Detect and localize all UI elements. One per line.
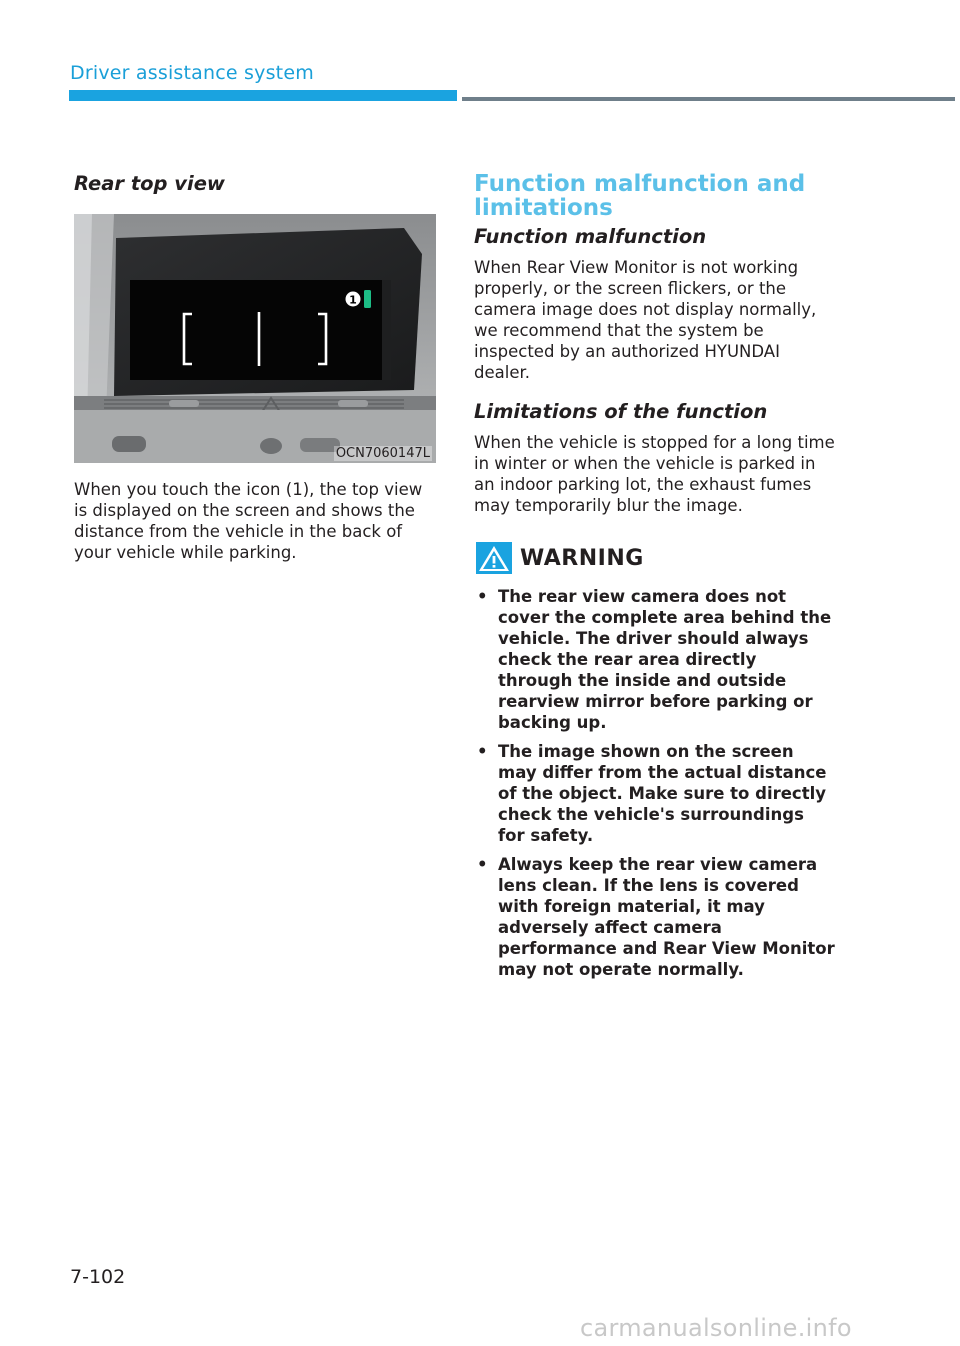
warning-list xyxy=(474,586,836,980)
rear-top-view-heading: Rear top view xyxy=(74,172,225,195)
bullet-icon: • xyxy=(477,742,488,761)
warning-item-text: The rear view camera does not cover the complete area behind the vehicle. The driver should always check the rear area directly through the inside and outside rearview mirror before parking or backing up. xyxy=(498,587,832,732)
svg-text:1: 1 xyxy=(349,293,357,307)
right-column xyxy=(474,172,836,988)
dashboard-illustration xyxy=(74,214,436,463)
warning-title: WARNING xyxy=(520,545,644,571)
warning-item-text: The image shown on the screen may differ from the actual distance of the object. Make sure to directly check the vehicle's surroundings for safety. xyxy=(498,742,827,845)
warning-item xyxy=(474,586,836,733)
warning-header xyxy=(476,542,836,574)
malfunction-heading: Function malfunction xyxy=(474,225,707,248)
watermark: carmanualsonline.info xyxy=(580,1314,852,1342)
warning-item-text: Always keep the rear view camera lens clean. If the lens is covered with foreign material, it may adversely affect camera performance and Rear View Monitor may not operate normally. xyxy=(498,855,835,979)
running-header: Driver assistance system xyxy=(70,62,314,84)
limitations-text: When the vehicle is stopped for a long time in winter or when the vehicle is parked in an indoor parking lot, the exhaust fumes may temporarily blur the image. xyxy=(474,433,835,515)
malfunction-text: When Rear View Monitor is not working properly, or the screen flickers, or the camera image does not display normally, we recommend that the system be inspected by an authorized HYUNDAI dealer. xyxy=(474,258,817,382)
rear-top-view-description: When you touch the icon (1), the top view is displayed on the screen and shows the distance from the vehicle in the back of your vehicle while parking. xyxy=(74,480,423,562)
warning-item xyxy=(474,854,836,980)
warning-triangle-icon xyxy=(476,542,512,574)
warning-item xyxy=(474,741,836,846)
dashboard-figure xyxy=(74,214,436,463)
limitations-heading: Limitations of the function xyxy=(474,400,768,423)
figure-code: OCN7060147L xyxy=(335,446,430,461)
header-accent-bar xyxy=(69,90,457,101)
bullet-icon: • xyxy=(477,587,488,606)
section-title: Function malfunction and limitations xyxy=(474,171,806,221)
header-rule xyxy=(462,97,955,101)
page-number: 7-102 xyxy=(70,1266,126,1288)
left-column xyxy=(74,172,438,563)
bullet-icon: • xyxy=(477,855,488,874)
